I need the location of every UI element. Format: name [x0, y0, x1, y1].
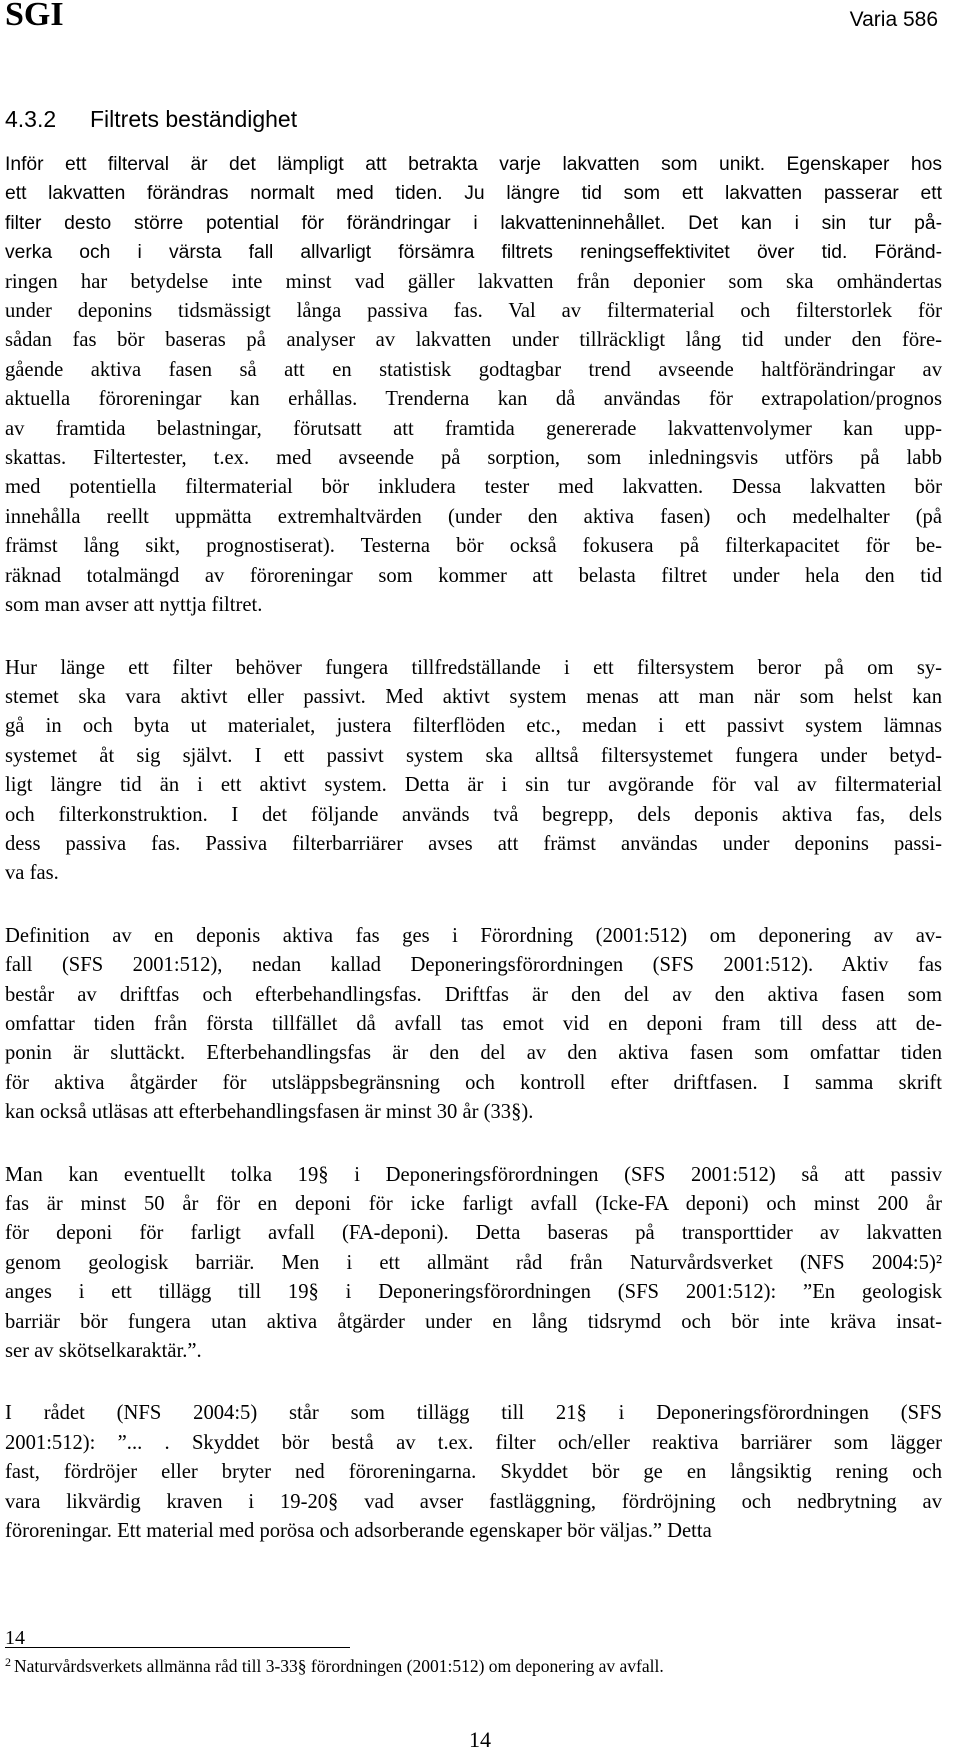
text-line: innehålla reellt uppmätta extremhaltvärden (under den aktiva fasen) och medelhalter (på: [5, 505, 942, 528]
text-line: ett lakvatten förändras normalt med tiden. Ju längre tid som ett lakvatten passerar ett: [5, 183, 942, 205]
section-heading: [5, 106, 297, 133]
text-line: kan också utläsas att efterbehandlingsfasen är minst 30 år (33§).: [5, 1101, 534, 1124]
footnote: [5, 1655, 664, 1677]
text-line: består av driftfas och efterbehandlingsfas. Driftfas är den del av den aktiva fasen som: [5, 983, 942, 1006]
text-line: ringen har betydelse inte minst vad gäller lakvatten från deponier som ska omhändertas: [5, 270, 942, 293]
text-line: I rådet (NFS 2004:5) står som tillägg till 21§ i Deponeringsförordningen (SFS: [5, 1402, 942, 1425]
text-line: räknad totalmängd av föroreningar som kommer att belasta filtret under hela den tid: [5, 564, 942, 587]
text-line: av framtida belastningar, förutsatt att framtida genererade lakvattenvolymer kan upp-: [5, 417, 942, 440]
text-line: vara likvärdig kraven i 19-20§ vad avser fastläggning, fördröjning och nedbrytning av: [5, 1490, 942, 1513]
text-line: barriär bör fungera utan aktiva åtgärder under en lång tidsrymd och bör inte kräva insat-: [5, 1310, 942, 1333]
paragraph: [5, 150, 942, 621]
text-line: Man kan eventuellt tolka 19§ i Deponeringsförordningen (SFS 2001:512) så att passiv: [5, 1163, 942, 1186]
page-number: 14: [469, 1727, 491, 1752]
text-line: för deponi för farligt avfall (FA-deponi). Detta baseras på transporttider av lakvatten: [5, 1222, 942, 1245]
text-line: 2001:512): ”... . Skyddet bör bestå av t.ex. filter och/eller reaktiva barriärer som lägger: [5, 1431, 942, 1454]
paragraph: [5, 1399, 942, 1546]
text-line: omfattar tiden från första tillfället då avfall tas emot vid en deponi fram till dess att de-: [5, 1012, 942, 1035]
stray-page-number: 14: [5, 1627, 25, 1649]
text-line: sådan fas bör baseras på analyser av lakvatten under tillräckligt lång tid under den före-: [5, 329, 942, 352]
paragraph: [5, 654, 942, 889]
text-line: gående aktiva fasen så att en statistisk godtagbar trend avseende haltförändringar av: [5, 358, 942, 381]
text-line: och filterkonstruktion. I det följande används två begrepp, dels deponis aktiva fas, dels: [5, 803, 942, 826]
report-series-logo: SGI: [5, 0, 64, 33]
paragraph: [5, 1161, 942, 1367]
section-number: 4.3.2: [5, 106, 57, 132]
text-line: va fas.: [5, 862, 59, 885]
text-line: verka och i värsta fall allvarligt försämra filtrets reningseffektivitet över tid. Föränd-: [5, 242, 942, 264]
text-line: ser av skötselkaraktär.”.: [5, 1340, 202, 1363]
text-line: gå in och byta ut materialet, justera filterflöden etc., medan i ett passivt system lämnas: [5, 715, 942, 738]
text-line: främst lång sikt, prognostiserat). Testerna bör också fokusera på filterkapacitet för be-: [5, 535, 942, 558]
text-line: genom geologisk barriär. Men i ett allmänt råd från Naturvårdsverket (NFS 2004:5)²: [5, 1251, 942, 1274]
text-line: dess passiva fas. Passiva filterbarriärer avses att främst användas under deponins passi-: [5, 832, 942, 855]
text-line: skattas. Filtertester, t.ex. med avseende på sorption, som inledningsvis utförs på labb: [5, 447, 942, 470]
footnote-text: Naturvårdsverkets allmänna råd till 3-33§ förordningen (2001:512) om deponering av avfall.: [14, 1656, 664, 1676]
text-line: stemet ska vara aktivt eller passivt. Med aktivt system menas att man när som helst kan: [5, 685, 942, 708]
text-line: Definition av en deponis aktiva fas ges i Förordning (2001:512) om deponering av av-: [5, 924, 942, 947]
paragraph: [5, 922, 942, 1128]
text-line: för aktiva åtgärder för utsläppsbegränsning och kontroll efter driftfasen. I samma skrift: [5, 1071, 942, 1094]
text-line: föroreningar. Ett material med porösa och adsorberande egenskaper bör väljas.” Detta: [5, 1520, 712, 1543]
text-line: under deponins tidsmässigt långa passiva fas. Val av filtermaterial och filterstorlek för: [5, 300, 942, 323]
text-line: systemet åt sig självt. I ett passivt system ska alltså filtersystemet fungera under betyd-: [5, 744, 942, 767]
footnote-marker: 2: [5, 1655, 11, 1669]
text-line: med potentiella filtermaterial bör inkludera tester med lakvatten. Dessa lakvatten bör: [5, 476, 942, 499]
text-line: ligt längre tid än i ett aktivt system. Detta är i sin tur avgörande för val av filtermaterial: [5, 774, 942, 797]
text-line: fast, fördröjer eller bryter ned föroreningarna. Skyddet bör ge en långsiktig rening och: [5, 1461, 942, 1484]
text-line: fas är minst 50 år för en deponi för icke farligt avfall (Icke-FA deponi) och minst 200 år: [5, 1193, 942, 1215]
report-number: Varia 586: [849, 8, 938, 31]
section-title: Filtrets beständighet: [90, 106, 298, 132]
text-line: som man avser att nyttja filtret.: [5, 594, 263, 617]
text-line: aktuella föroreningar kan erhållas. Trenderna kan då användas för extrapolation/prognos: [5, 388, 942, 411]
text-line: filter desto större potential för förändringar i lakvatteninnehållet. Det kan i sin tur på-: [5, 212, 942, 234]
footnote-separator: [5, 1647, 350, 1648]
text-line: fall (SFS 2001:512), nedan kallad Deponeringsförordningen (SFS 2001:512). Aktiv fas: [5, 954, 942, 977]
body-text: [5, 150, 942, 1546]
text-line: Hur länge ett filter behöver fungera tillfredställande i ett filtersystem beror på om sy-: [5, 656, 942, 679]
text-line: ponin är sluttäckt. Efterbehandlingsfas är den del av den aktiva fasen som omfattar tiden: [5, 1042, 942, 1065]
text-line: Inför ett filterval är det lämpligt att betrakta varje lakvatten som unikt. Egenskaper hos: [5, 154, 942, 175]
text-line: anges i ett tillägg till 19§ i Deponeringsförordningen (SFS 2001:512): ”En geologisk: [5, 1281, 942, 1304]
